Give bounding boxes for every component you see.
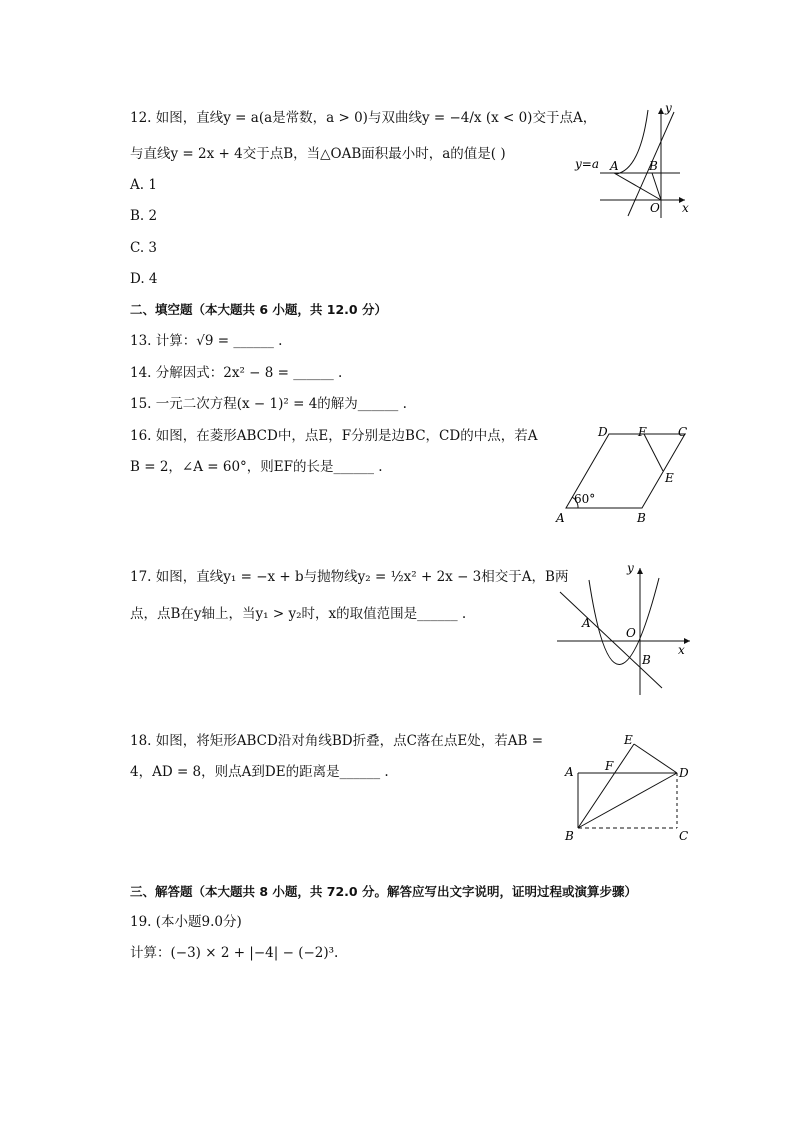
q18-point-d: D [679,766,689,780]
q17-line2: 点，点B在y轴上，当y₁ > y₂时，x的取值范围是______ . [130,606,467,622]
q12-line-label: y=a [575,157,599,171]
q18-point-a: A [565,765,574,779]
q12-line2: 与直线y = 2x + 4交于点B，当△OAB面积最小时，a的值是( ) [130,146,506,162]
q16-point-d: D [598,425,608,439]
q13-text: 13. 计算：√9 = ______ . [130,333,283,349]
q16-segment-ef [644,434,663,471]
q16-point-f: F [638,425,647,439]
q16-line2: B = 2，∠A = 60°，则EF的长是______ . [130,459,383,475]
q18-diagonal-bd [578,773,677,828]
q12-x-label: x [682,201,689,215]
q16-point-b: B [637,511,646,525]
section3-heading: 三、解答题（本大题共 8 小题，共 72.0 分。解答应写出文字说明，证明过程或演算步骤） [130,884,637,899]
q16-figure [552,422,697,527]
q19-body: 计算：(−3) × 2 + |−4| − (−2)³. [130,945,339,961]
q16-line1: 16. 如图，在菱形ABCD中，点E，F分别是边BC，CD的中点，若A [130,428,538,444]
q17-line1: 17. 如图，直线y₁ = −x + b与抛物线y₂ = ½x² + 2x − 3相交于A，B两 [130,569,569,585]
q16-angle-label: 60° [574,492,596,506]
q12-line1: 12. 如图，直线y = a(a是常数，a > 0)与双曲线y = −4/x (x < 0)交于点A， [130,110,597,126]
q16-point-c: C [678,425,688,439]
q19-title: 19. (本小题9.0分) [130,914,242,930]
q18-segment-ed [634,744,677,773]
q14-text: 14. 分解因式：2x² − 8 = ______ . [130,365,343,381]
q18-figure [560,730,695,845]
q12-point-o: O [650,201,660,215]
q17-parabola [589,578,659,665]
q18-point-c: C [679,829,689,843]
q17-point-b: B [642,653,651,667]
q17-line [560,592,662,688]
q18-line2: 4，AD = 8，则点A到DE的距离是______ . [130,764,389,780]
q17-x-label: x [678,643,685,657]
q17-point-a: A [582,616,591,630]
q12-option-a: A. 1 [130,177,157,193]
q12-option-d: D. 4 [130,271,158,287]
q18-segment-be [578,744,634,828]
q12-option-c: C. 3 [130,240,158,256]
q17-y-label: y [627,561,634,575]
q18-point-e: E [624,733,633,747]
q12-hyperbola [616,110,648,174]
q17-point-o: O [626,626,636,640]
q16-point-a: A [556,511,565,525]
q18-line1: 18. 如图，将矩形ABCD沿对角线BD折叠，点C落在点E处，若AB = [130,733,544,749]
q18-point-b: B [565,829,574,843]
q12-y-label: y [665,101,672,115]
q16-point-e: E [665,471,674,485]
q18-point-f: F [605,759,614,773]
q17-figure [552,560,697,695]
q12-figure [570,100,700,218]
section2-heading: 二、填空题（本大题共 6 小题，共 12.0 分） [130,302,387,317]
q15-text: 15. 一元二次方程(x − 1)² = 4的解为______ . [130,396,407,412]
q12-point-b: B [649,159,658,173]
q12-point-a: A [610,159,619,173]
q12-option-b: B. 2 [130,208,158,224]
